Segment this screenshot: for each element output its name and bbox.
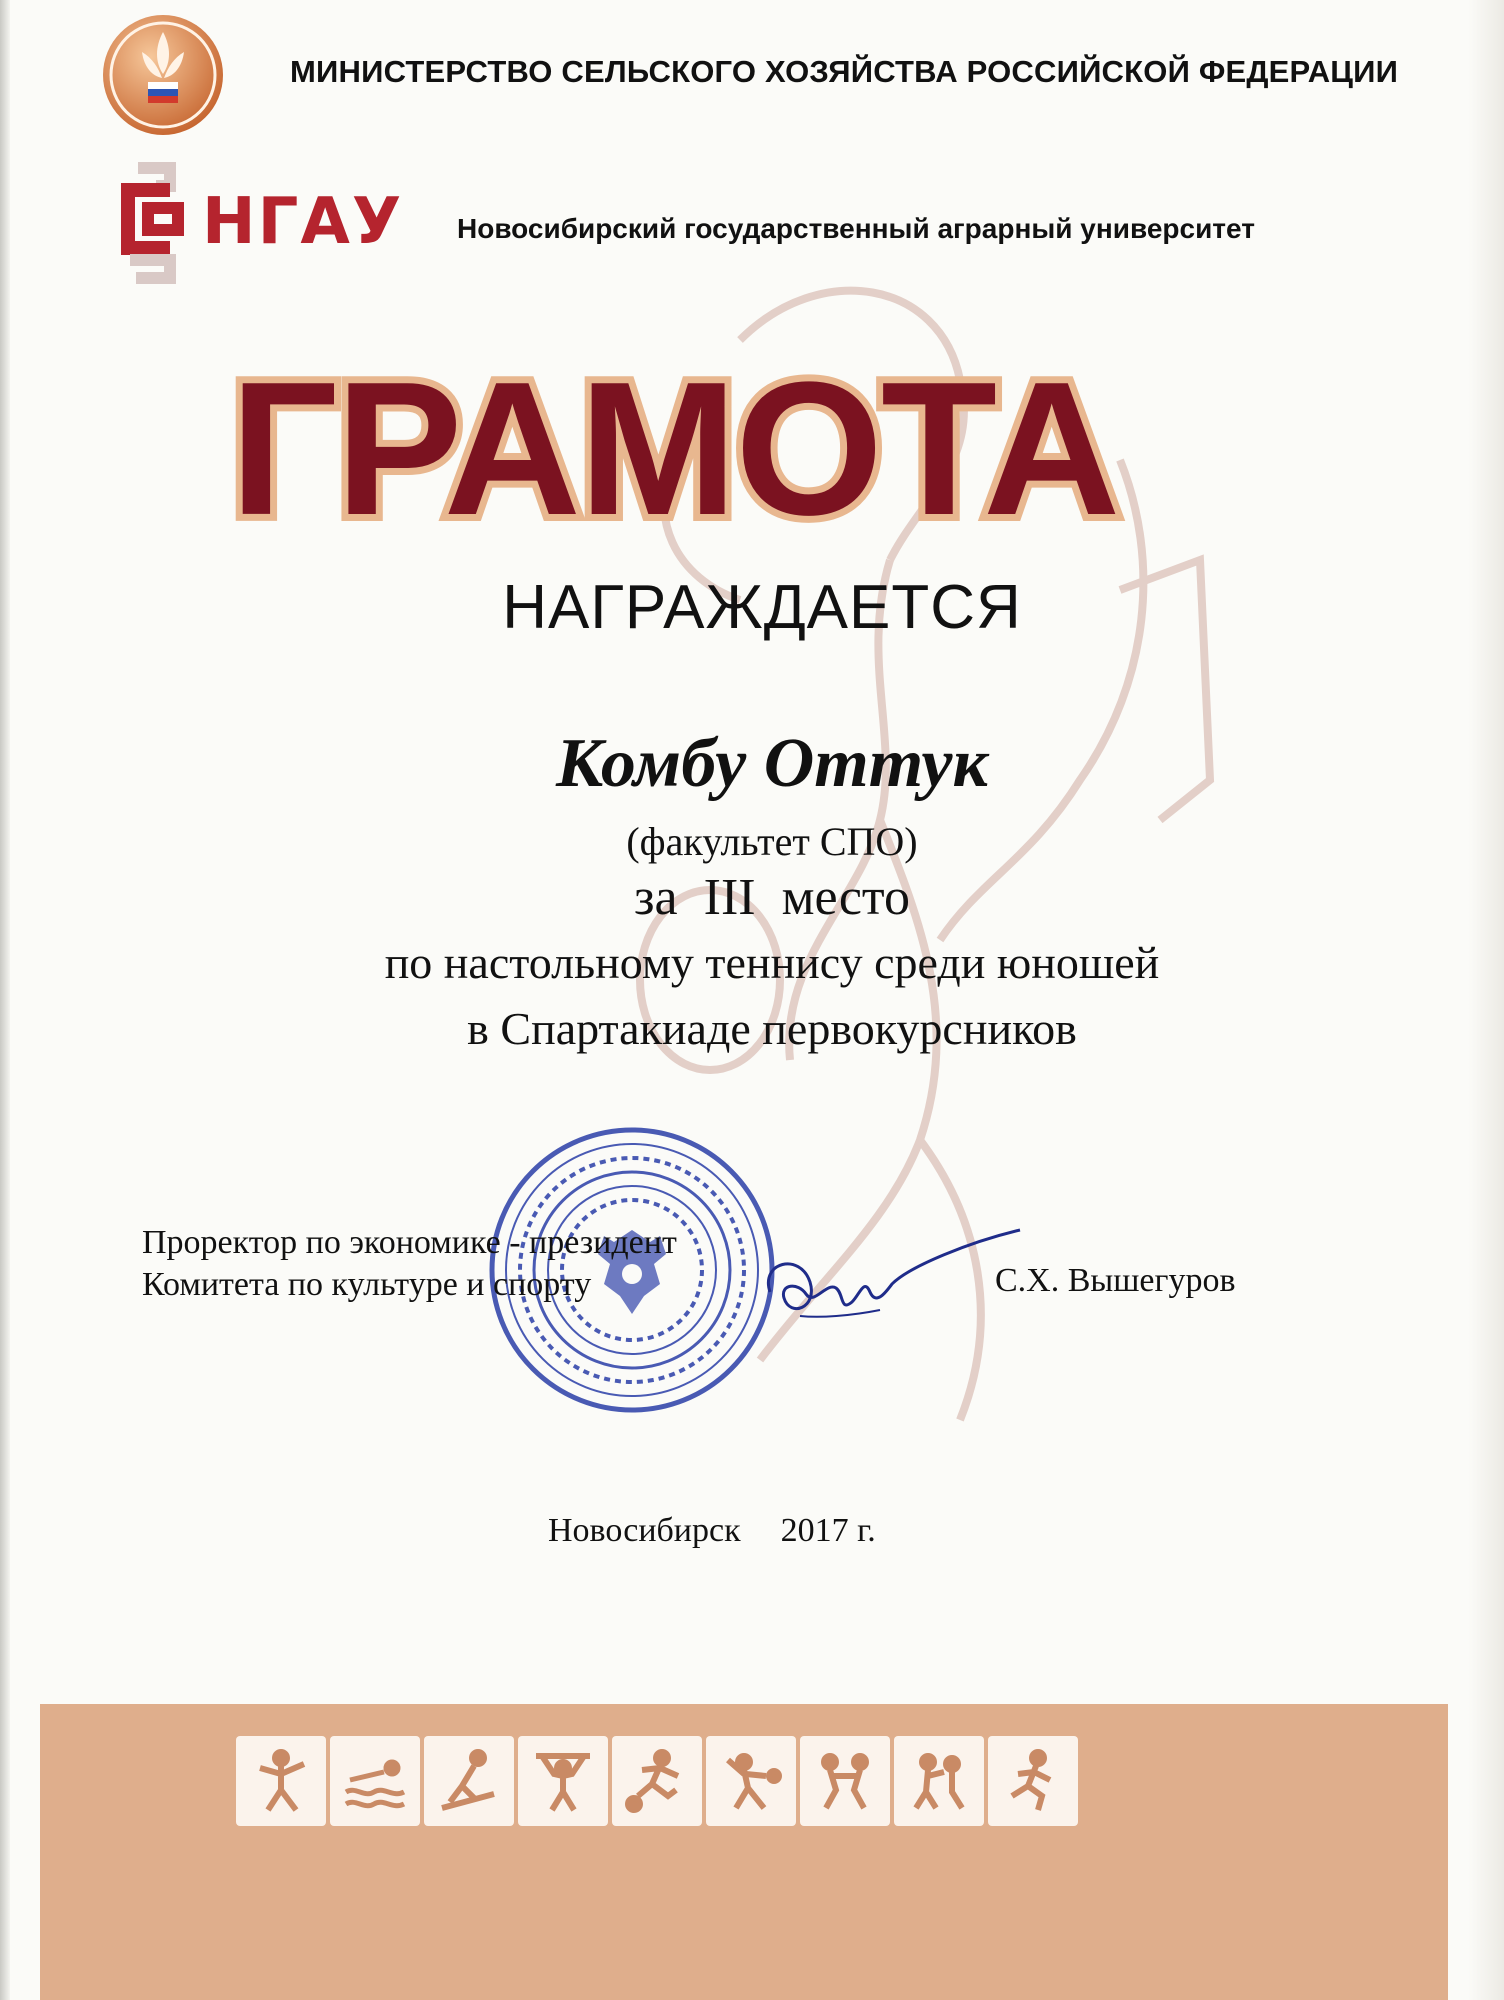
awarded-heading: НАГРАЖДАЕТСЯ [502,573,1022,642]
signatory-role [142,1222,677,1306]
faculty-line: (факультет СПО) [626,819,918,864]
ministry-emblem-icon [100,12,226,138]
sport-icons-row [236,1736,1176,1826]
scan-edge-right [1468,0,1504,2000]
sport-icon-boxing [894,1736,984,1826]
place-line: за III место [634,869,910,926]
signature-icon [740,1222,1030,1342]
city: Новосибирск [548,1512,741,1549]
university-name: Новосибирский государственный аграрный университет [457,213,1255,244]
sport-icon-running [988,1736,1078,1826]
recipient-name: Комбу Оттук [556,725,988,802]
scan-edge-left [0,0,10,2000]
event-line-2: в Спартакиаде первокурсников [467,1003,1077,1054]
event-line-1: по настольному теннису среди юношей [384,937,1160,988]
signatory-name: С.Х. Вышегуров [995,1262,1236,1299]
certificate-title: ГРАМОТА [230,343,1119,555]
sport-icon-wrestling [800,1736,890,1826]
year: 2017 г. [780,1512,876,1549]
sport-icon-weightlifting [518,1736,608,1826]
university-abbreviation: НГАУ [202,185,404,259]
sport-icon-football [612,1736,702,1826]
ministry-title: МИНИСТЕРСТВО СЕЛЬСКОГО ХОЗЯЙСТВА РОССИЙСКОЙ ФЕДЕРАЦИИ [290,54,1399,89]
sport-icon-archery [236,1736,326,1826]
place-and-date [548,1512,876,1550]
ngau-logo-icon [108,160,198,285]
sport-icon-volleyball [706,1736,796,1826]
sport-icon-skiing [424,1736,514,1826]
sport-icon-swimming [330,1736,420,1826]
signatory-role-line-2: Комитета по культуре и спорту [142,1266,592,1303]
signatory-role-line-1: Проректор по экономике - президент [142,1224,677,1261]
